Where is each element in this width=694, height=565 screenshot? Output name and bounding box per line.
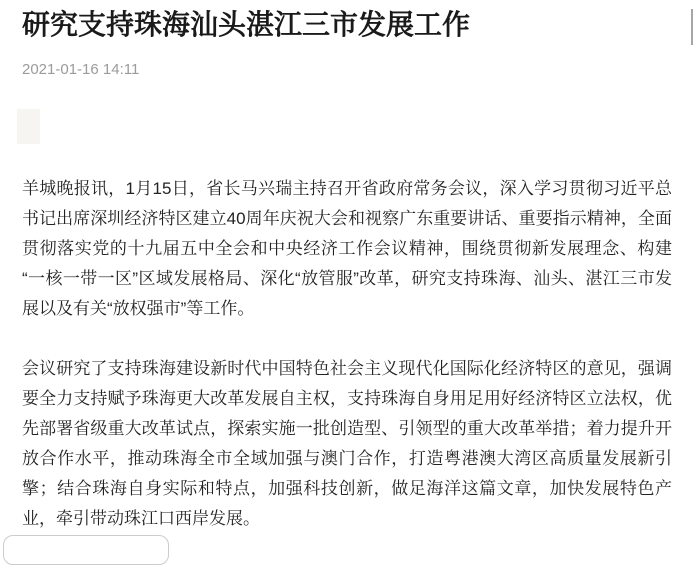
bottom-card-cutoff xyxy=(3,535,169,565)
article-paragraph-2: 会议研究了支持珠海建设新时代中国特色社会主义现代化国际化经济特区的意见，强调要全力支持赋予珠海更大改革发展自主权，支持珠海自身用足用好经济特区立法权，优先部署省级重大改革试点，探索实施一批创造型、引领型的重大改革举措；着力提升开放合作水平，推动珠海全市全域加强与澳门合作，打造粤港澳大湾区高质量发展新引擎；结合珠海自身实际和特点，加强科技创新，做足海洋这篇文章，加快发展特色产业，牵引带动珠江口西岸发展。 xyxy=(22,359,672,528)
article-paragraph-1: 羊城晚报讯，1月15日，省长马兴瑞主持召开省政府常务会议，深入学习贯彻习近平总书记出席深圳经济特区建立40周年庆祝大会和视察广东重要讲话、重要指示精神，全面贯彻落实党的十九届五中全会和中央经济工作会议精神，围绕贯彻新发展理念、构建“一核一带一区”区域发展格局、深化“放管服”改革，研究支持珠海、汕头、湛江三市发展以及有关“放权强市”等工作。 xyxy=(22,179,672,318)
article-title: 研究支持珠海汕头湛江三市发展工作 xyxy=(22,9,471,40)
scrollbar-thumb[interactable] xyxy=(691,9,693,45)
article-image-placeholder xyxy=(17,109,40,144)
publish-date: 2021-01-16 14:11 xyxy=(22,61,140,78)
